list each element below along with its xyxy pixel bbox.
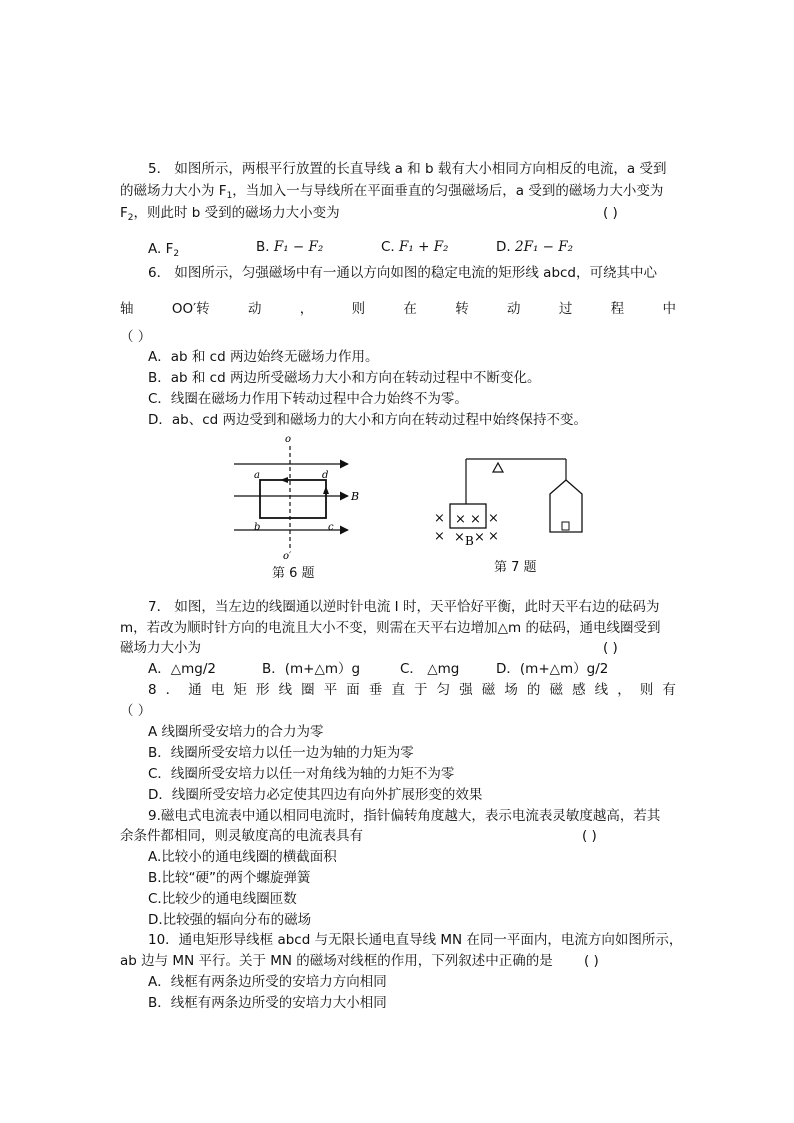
- q8-spread-word: 8: [148, 682, 157, 698]
- q9-answer-paren: ( ): [582, 828, 597, 844]
- q10-line-1: 10．通电矩形导线框 abcd 与无限长通电直导线 MN 在同一平面内，电流方向如图所示，: [148, 932, 683, 948]
- q7-option-a: A．△mg/2: [148, 661, 216, 677]
- q5-line-2: [120, 182, 663, 205]
- q8-spread-word: 垂: [368, 682, 383, 698]
- q8-spread-word: 面: [346, 682, 360, 698]
- q8-spread-word: 电: [210, 682, 225, 698]
- q9-option-a: A.比较小的通电线圈的横截面积: [148, 849, 337, 865]
- q7-line-3: 磁场力大小为: [120, 640, 201, 656]
- q10-option-b: B．线框有两条边所受的安培力大小相同: [148, 995, 387, 1011]
- q6-option-a: A．ab 和 cd 两边始终无磁场力作用。: [148, 349, 379, 365]
- q6-spread-word: 过: [558, 301, 573, 317]
- q6-spread-word: 转: [455, 301, 469, 317]
- q7-weight-hook: [562, 522, 569, 530]
- q7-weight: [550, 480, 582, 532]
- q7-cross-7: ×: [474, 530, 485, 545]
- q8-spread-word: ，: [617, 682, 631, 698]
- q5-option-b-label: B.: [256, 239, 270, 255]
- q7-cross-3: ×: [470, 512, 481, 527]
- q6-current-arrow-top: [280, 477, 288, 483]
- q8-spread-word: 直: [391, 682, 405, 698]
- q6-spread-word: 动: [507, 301, 521, 317]
- q8-spread-word: 平: [323, 682, 338, 698]
- q5-line-2-a: 的磁场力大小为 F: [120, 183, 227, 199]
- q5-line-3-b: ，则此时 b 受到的磁场力大小变为: [133, 205, 340, 221]
- q7-cross-5: ×: [434, 529, 445, 544]
- q5-option-d-label: D.: [496, 239, 511, 255]
- q8-line-1: [148, 681, 676, 699]
- q6-spread-word: 轴: [120, 301, 134, 317]
- q5-option-b-expr: F₁ − F₂: [273, 239, 324, 255]
- q6-figure: [228, 432, 368, 562]
- q6-spread-word: 在: [403, 301, 417, 317]
- q9-option-b: B.比较“硬”的两个螺旋弹簧: [148, 870, 311, 886]
- q5-option-a: [148, 240, 179, 263]
- q8-spread-word: 线: [594, 682, 609, 698]
- q7-figure: [430, 452, 590, 550]
- q6-coil-rect: [260, 480, 326, 518]
- q5-answer-paren: ( ): [603, 205, 618, 221]
- q6-label-c: c: [328, 522, 334, 533]
- q5-option-a-text: A. F: [148, 241, 174, 257]
- q6-line-1: 6． 如图所示，匀强磁场中有一通以方向如图的稳定电流的矩形线 abcd，可绕其中心: [148, 265, 658, 281]
- q8-option-d: D．线圈所受安培力必定使其四边有向外扩展形变的效果: [148, 787, 483, 803]
- q5-line-3: [120, 204, 340, 227]
- q8-spread-word: 磁: [481, 682, 496, 698]
- q6-label-d: d: [322, 470, 329, 481]
- q5-option-b: [256, 238, 323, 256]
- q7-cross-8: ×: [488, 529, 499, 544]
- q6-option-c: C．线圈在磁场力作用下转动过程中合力始终不为零。: [148, 391, 468, 407]
- q6-spread-word: ，: [299, 301, 314, 317]
- q7-figure-caption: 第 7 题: [494, 560, 537, 575]
- q6-spread-word: 则: [351, 301, 366, 317]
- q7-cross-4: ×: [488, 511, 499, 526]
- q6-option-b: B．ab 和 cd 两边所受磁场力大小和方向在转动过程中不断变化。: [148, 370, 541, 386]
- q7-line-2: m，若改为顺时针方向的电流且大小不变，则需在天平右边增加△m 的砝码，通电线圈受到: [120, 620, 661, 636]
- q6-line-2: [120, 300, 676, 318]
- q8-spread-word: 磁: [549, 682, 563, 698]
- q5-option-d-expr: 2F₁ − F₂: [514, 239, 574, 255]
- q7-label-B: B: [465, 534, 474, 548]
- q8-spread-word: 通: [188, 682, 202, 698]
- q5-option-d: [496, 238, 573, 256]
- q10-option-a: A．线框有两条边所受的安培力方向相同: [148, 974, 387, 990]
- q7-fulcrum: [493, 463, 503, 472]
- q7-cross-2: ×: [455, 512, 466, 527]
- q6-answer-paren: （ ）: [120, 329, 152, 345]
- q7-line-1: 7． 如图，当左边的线圈通以逆时针电流 I 时，天平恰好平衡，此时天平右边的砝码为: [148, 599, 660, 615]
- q8-spread-word: 则: [639, 682, 654, 698]
- q8-spread-word: 的: [526, 682, 541, 698]
- q5-line-2-b: ，当加入一与导线所在平面垂直的匀强磁场后，a 受到的磁场力大小变为: [232, 183, 664, 199]
- q8-spread-word: 强: [459, 682, 473, 698]
- q6-spread-word: OO′转: [171, 301, 210, 317]
- q6-option-d: D．ab、cd 两边受到和磁场力的大小和方向在转动过程中始终保持不变。: [148, 412, 588, 428]
- q7-option-d: D．(m+△m）g/2: [496, 661, 609, 677]
- q6-label-o-top: o: [285, 434, 292, 445]
- q10-line-2: ab 边与 MN 平行。关于 MN 的磁场对线框的作用，下列叙述中正确的是: [120, 953, 553, 969]
- q5-option-c-label: C.: [381, 239, 395, 255]
- q7-option-b: B．(m+△m）g: [262, 661, 361, 677]
- q8-spread-word: 矩: [233, 682, 247, 698]
- q9-line-1: 9.磁电式电流表中通以相同电流时，指针偏转角度越大，表示电流表灵敏度越高，若其: [148, 808, 661, 824]
- q6-figure-caption: 第 6 题: [272, 566, 315, 581]
- q6-spread-word: 中: [662, 301, 676, 317]
- q7-option-c: C． △mg: [400, 661, 460, 677]
- q8-option-b: B．线圈所受安培力以任一边为轴的力矩为零: [148, 745, 414, 761]
- q8-spread-word: 线: [278, 682, 293, 698]
- q8-spread-word: 于: [414, 682, 428, 698]
- q9-option-d: D.比较强的辐向分布的磁场: [148, 912, 312, 928]
- q7-cross-1: ×: [434, 511, 445, 526]
- q5-sub-1: 1: [226, 191, 233, 201]
- q7-answer-paren: ( ): [603, 640, 618, 656]
- q8-option-a: A 线圈所受安培力的合力为零: [148, 724, 324, 740]
- q5-option-c: [381, 238, 448, 256]
- q7-cross-6: ×: [454, 530, 465, 545]
- q8-spread-word: 感: [572, 682, 586, 698]
- q6-label-b: b: [254, 522, 261, 533]
- q8-option-c: C．线圈所受安培力以任一对角线为轴的力矩不为零: [148, 766, 455, 782]
- q8-spread-word: 匀: [436, 682, 451, 698]
- q8-spread-word: 有: [662, 682, 676, 698]
- q9-line-2: 余条件都相同，则灵敏度高的电流表具有: [120, 828, 363, 844]
- q6-label-o-bottom: o′: [283, 551, 292, 562]
- q5-sub-2: 2: [127, 213, 134, 223]
- q6-label-B: B: [351, 490, 360, 503]
- q5-option-c-expr: F₁ + F₂: [399, 239, 449, 255]
- q6-spread-word: 程: [610, 301, 625, 317]
- q5-line-3-a: F: [120, 205, 128, 221]
- q5-line-1: 5． 如图所示，两根平行放置的长直导线 a 和 b 载有大小相同方向相反的电流，a 受到: [148, 161, 667, 177]
- q8-spread-word: 形: [255, 682, 270, 698]
- q5-option-a-sub: 2: [173, 249, 180, 259]
- q8-spread-word: 场: [504, 682, 518, 698]
- q8-spread-word: 圈: [301, 682, 315, 698]
- q10-answer-paren: ( ): [584, 953, 599, 969]
- q8-answer-paren: （ ）: [120, 703, 152, 719]
- q6-label-a: a: [254, 470, 260, 481]
- q8-spread-word: ．: [165, 682, 180, 698]
- q6-current-arrow-right: [323, 486, 329, 494]
- q9-option-c: C.比较少的通电线圈匝数: [148, 891, 297, 907]
- q6-spread-word: 动: [247, 301, 262, 317]
